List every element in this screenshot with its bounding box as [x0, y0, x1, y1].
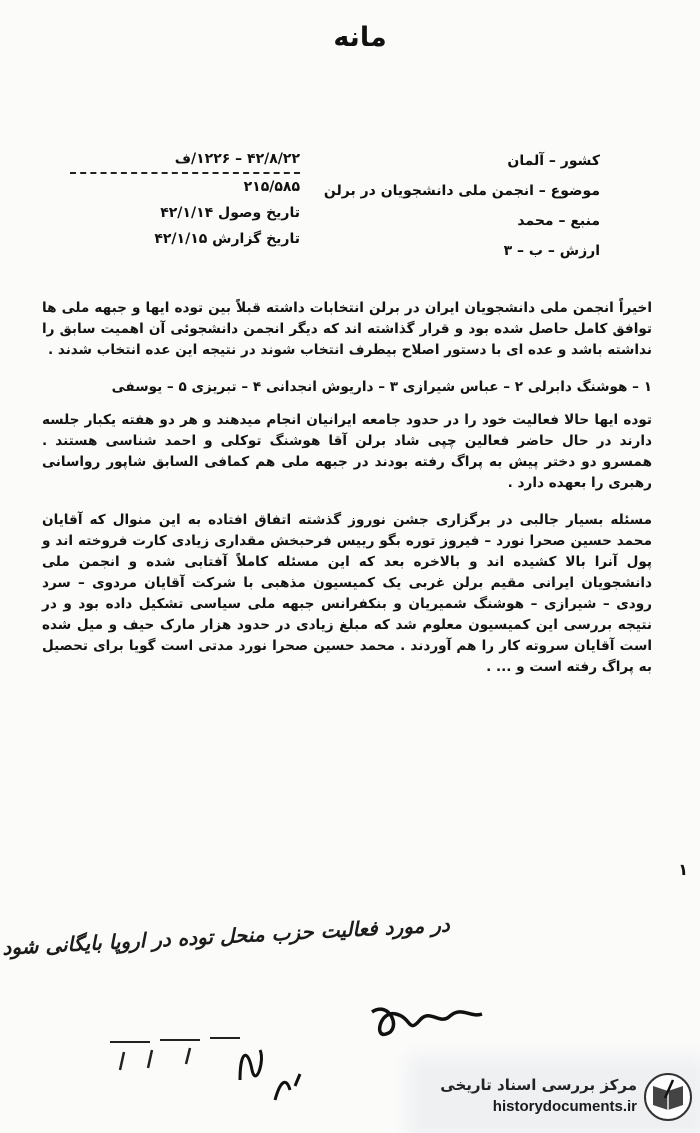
document-meta: [270, 146, 600, 266]
book-quill-icon: [643, 1072, 693, 1122]
report-body: [42, 298, 652, 694]
document-reference: [70, 146, 300, 252]
watermark-url: historydocuments.ir: [492, 1098, 637, 1115]
page-mark: ۱: [678, 860, 688, 879]
meta-evaluation: ارزش – ب – ۳: [503, 243, 600, 259]
handwritten-note: در مورد فعالیت حزب منحل توده در اروپا بایگانی شود: [1, 912, 451, 960]
received-date: تاریخ وصول ۴۲/۱/۱۴: [160, 205, 300, 221]
reference-number: ۴۲/۸/۲۲ – ۱۲۲۶/ف: [70, 146, 300, 174]
watermark-name: مرکز بررسی اسناد تاریخی: [440, 1076, 637, 1094]
report-paragraph: اخیراً انجمن ملی دانشجویان ایران در برلن انتخابات داشته قبلاً بین توده ایها و جبهه ملی ها توافق کامل حاصل شده بود و قرار گذاشته اند که دیگر انجمن دانشجوئی آن اهمیت سابق را نداشته باشد و عده ای با دستور اصلاح بیطرف انتخاب شوند در نتیجه این عده انتخاب شدند .: [42, 300, 652, 358]
reference-sub-number: ۲۱۵/۵۸۵: [243, 179, 300, 195]
elected-members-list: ۱ – هوشنگ دابرلی ۲ – عباس شیرازی ۳ – داریوش انجدانی ۴ – تبریزی ۵ – یوسفی: [111, 379, 652, 395]
page-title: مانه: [333, 22, 387, 53]
meta-subject: موضوع – انجمن ملی دانشجویان در برلن: [323, 183, 600, 199]
watermark: [420, 1068, 695, 1128]
report-paragraph: توده ایها حالا فعالیت خود را در حدود جامعه ایرانیان انجام میدهند و هر دو هفته یکبار جلسه دارند در حال حاضر فعالین چپی شاد برلن آقا هوشنگ توکلی و احمد شناسی هستند . همسرو دو دختر پیش به پراگ رفته بودند در جبهه ملی هم کمافی السابق شاپور رواسانی رهبری را بعهده دارد .: [42, 412, 652, 491]
report-paragraph: مسئله بسیار جالبی در برگزاری جشن نوروز گذشته اتفاق افتاده به این منوال که آقایان محمد حسین صحرا نورد – فیروز توره بگو رییس فرحبخش مقداری زیادی کارت فروخته اند و پول آنرا بالا کشیده اند و بالاخره بعد که این مسئله کاملاً آفتابی شده و انجمن ملی دانشجویان ایرانی مقیم برلن غربی یک کمیسیون مذهبی با شرکت آقایان مردوی – سرد رودی – شیرازی – هوشنگ شمیریان و بنکفرانس جبهه ملی سیاسی تشکیل داده بود و در نتیجه بررسی این کمیسیون معلوم شد که مبلغ زیادی در حدود هزار مارک حیف و میل شده است آقایان سروته کار را هم آوردند . محمد حسین صحرا نورد مدتی است گویا برای تحصیل به پراگ رفته است و ... .: [42, 512, 652, 675]
meta-country: کشور – آلمان: [507, 153, 600, 169]
report-date: تاریخ گزارش ۴۲/۱/۱۵: [154, 231, 300, 247]
meta-source: منبع – محمد: [517, 213, 600, 229]
